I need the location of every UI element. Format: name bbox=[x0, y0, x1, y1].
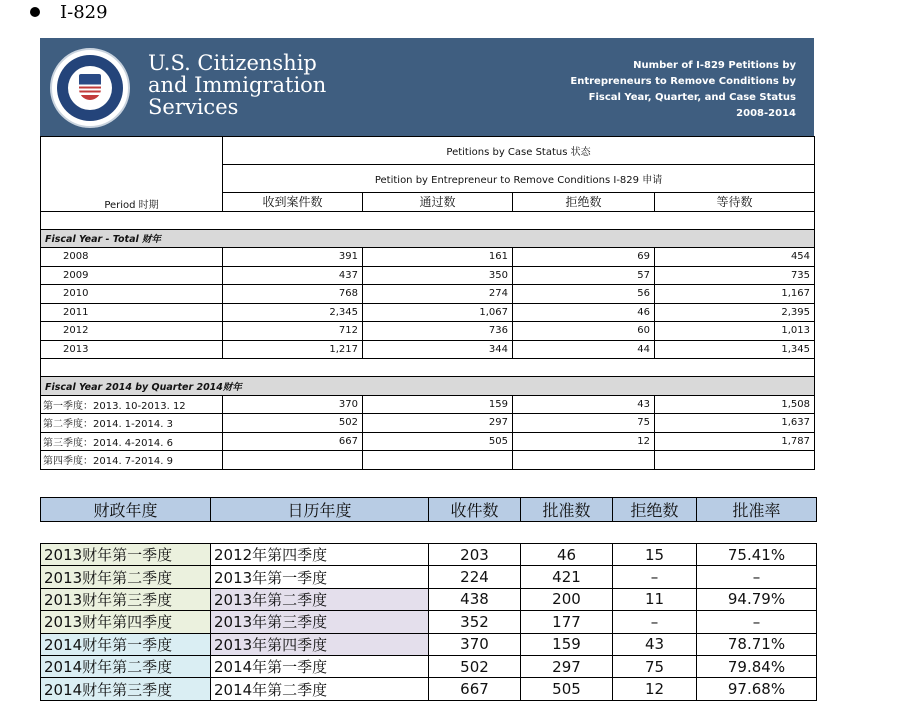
period-cell: 2009 bbox=[41, 266, 223, 285]
denied-cell: 57 bbox=[513, 266, 655, 285]
column-header-received: 收到案件数 bbox=[223, 193, 363, 212]
period-cell: 第三季度：2014. 4-2014. 6 bbox=[41, 432, 223, 451]
calendar-quarter-cell: 2013年第三季度 bbox=[211, 611, 429, 633]
denied-cell: 44 bbox=[513, 340, 655, 359]
denied-cell: 56 bbox=[513, 285, 655, 304]
period-cell: 2013 bbox=[41, 340, 223, 359]
approval-rate-cell: 79.84% bbox=[697, 655, 817, 677]
denied-cell: 12 bbox=[613, 678, 697, 700]
approved-cell: 505 bbox=[521, 678, 613, 700]
column-header-fiscal-year: 财政年度 bbox=[41, 498, 211, 522]
table-row bbox=[41, 322, 815, 341]
column-header-approval-rate: 批准率 bbox=[697, 498, 817, 522]
agency-name bbox=[148, 52, 326, 118]
bullet-dot-icon bbox=[30, 7, 40, 17]
received-cell: 502 bbox=[429, 655, 521, 677]
table-row bbox=[41, 566, 817, 588]
approved-cell: 505 bbox=[363, 432, 513, 451]
approved-cell: 177 bbox=[521, 611, 613, 633]
report-title-line: 2008-2014 bbox=[736, 108, 796, 119]
period-cell: 第四季度：2014. 7-2014. 9 bbox=[41, 451, 223, 470]
fiscal-quarter-cell: 2014财年第二季度 bbox=[41, 655, 211, 677]
received-cell: 667 bbox=[223, 432, 363, 451]
received-cell: 438 bbox=[429, 588, 521, 610]
table-row bbox=[41, 285, 815, 304]
agency-name-line: Services bbox=[148, 95, 239, 119]
calendar-quarter-cell: 2014年第二季度 bbox=[211, 678, 429, 700]
approval-rate-cell: – bbox=[697, 611, 817, 633]
table-row bbox=[41, 588, 817, 610]
approval-rate-cell: 94.79% bbox=[697, 588, 817, 610]
denied-cell: 15 bbox=[613, 544, 697, 566]
approval-rate-cell: 78.71% bbox=[697, 633, 817, 655]
table-row bbox=[41, 633, 817, 655]
denied-cell: 43 bbox=[613, 633, 697, 655]
denied-cell: – bbox=[613, 566, 697, 588]
agency-name-line: and Immigration bbox=[148, 73, 327, 97]
approved-cell: 159 bbox=[363, 395, 513, 414]
report-title-line: Fiscal Year, Quarter, and Case Status bbox=[588, 92, 796, 103]
received-cell bbox=[223, 451, 363, 470]
pending-cell: 735 bbox=[655, 266, 815, 285]
column-header-denied: 拒绝数 bbox=[513, 193, 655, 212]
column-header-approved: 通过数 bbox=[363, 193, 513, 212]
denied-cell: 60 bbox=[513, 322, 655, 341]
approved-cell: 1,067 bbox=[363, 303, 513, 322]
report-title-line: Entrepreneurs to Remove Conditions by bbox=[570, 76, 796, 87]
table-row bbox=[41, 432, 815, 451]
approval-rate-cell: – bbox=[697, 566, 817, 588]
column-header-pending: 等待数 bbox=[655, 193, 815, 212]
table-row bbox=[41, 451, 815, 470]
column-header-approved: 批准数 bbox=[521, 498, 613, 522]
pending-cell: 1,167 bbox=[655, 285, 815, 304]
table-row bbox=[41, 611, 817, 633]
approved-cell: 161 bbox=[363, 248, 513, 267]
table-row bbox=[41, 678, 817, 700]
bullet-heading bbox=[30, 0, 108, 24]
approved-cell: 344 bbox=[363, 340, 513, 359]
period-header: Period 时期 bbox=[41, 137, 223, 212]
period-cell: 2010 bbox=[41, 285, 223, 304]
fiscal-quarter-cell: 2014财年第一季度 bbox=[41, 633, 211, 655]
fiscal-quarter-cell: 2013财年第三季度 bbox=[41, 588, 211, 610]
column-header-received: 收件数 bbox=[429, 498, 521, 522]
fiscal-quarter-cell: 2013财年第一季度 bbox=[41, 544, 211, 566]
spacer-row bbox=[41, 211, 815, 229]
table-row bbox=[41, 414, 815, 433]
approval-rate-cell: 97.68% bbox=[697, 678, 817, 700]
column-header-calendar-year: 日历年度 bbox=[211, 498, 429, 522]
report-title-line: Number of I-829 Petitions by bbox=[633, 60, 796, 71]
calendar-quarter-cell: 2013年第四季度 bbox=[211, 633, 429, 655]
section-header-fiscal-total: Fiscal Year - Total 财年 bbox=[41, 229, 815, 248]
pending-cell: 1,787 bbox=[655, 432, 815, 451]
approval-rate-cell: 75.41% bbox=[697, 544, 817, 566]
denied-cell: 69 bbox=[513, 248, 655, 267]
approved-cell: 297 bbox=[521, 655, 613, 677]
received-cell: 2,345 bbox=[223, 303, 363, 322]
table-row bbox=[41, 248, 815, 267]
column-header-denied: 拒绝数 bbox=[613, 498, 697, 522]
spacer-row bbox=[41, 359, 815, 377]
denied-cell: – bbox=[613, 611, 697, 633]
petition-type-header: Petition by Entrepreneur to Remove Conditions I-829 申请 bbox=[223, 165, 815, 193]
calendar-quarter-cell: 2013年第二季度 bbox=[211, 588, 429, 610]
pending-cell: 1,508 bbox=[655, 395, 815, 414]
received-cell: 203 bbox=[429, 544, 521, 566]
dhs-seal-icon bbox=[50, 48, 130, 128]
period-cell: 2008 bbox=[41, 248, 223, 267]
received-cell: 437 bbox=[223, 266, 363, 285]
received-cell: 370 bbox=[429, 633, 521, 655]
report-banner bbox=[40, 38, 814, 136]
received-cell: 768 bbox=[223, 285, 363, 304]
summary-header-row bbox=[41, 498, 817, 522]
approved-cell: 159 bbox=[521, 633, 613, 655]
approved-cell: 274 bbox=[363, 285, 513, 304]
pending-cell: 1,345 bbox=[655, 340, 815, 359]
pending-cell bbox=[655, 451, 815, 470]
pending-cell: 454 bbox=[655, 248, 815, 267]
received-cell: 224 bbox=[429, 566, 521, 588]
pending-cell: 1,013 bbox=[655, 322, 815, 341]
period-cell: 第一季度：2013. 10-2013. 12 bbox=[41, 395, 223, 414]
approved-cell: 350 bbox=[363, 266, 513, 285]
approved-cell bbox=[363, 451, 513, 470]
received-cell: 1,217 bbox=[223, 340, 363, 359]
received-cell: 712 bbox=[223, 322, 363, 341]
table-row bbox=[41, 303, 815, 322]
denied-cell: 11 bbox=[613, 588, 697, 610]
summary-table bbox=[40, 497, 817, 701]
received-cell: 667 bbox=[429, 678, 521, 700]
table-row bbox=[41, 340, 815, 359]
table-row bbox=[41, 266, 815, 285]
quarterly-summary bbox=[40, 497, 816, 701]
denied-cell: 12 bbox=[513, 432, 655, 451]
report-title bbox=[570, 58, 796, 122]
pending-cell: 2,395 bbox=[655, 303, 815, 322]
period-cell: 2012 bbox=[41, 322, 223, 341]
table-row bbox=[41, 655, 817, 677]
approved-cell: 297 bbox=[363, 414, 513, 433]
period-cell: 第二季度：2014. 1-2014. 3 bbox=[41, 414, 223, 433]
fiscal-quarter-cell: 2013财年第四季度 bbox=[41, 611, 211, 633]
table-row bbox=[41, 395, 815, 414]
fiscal-quarter-cell: 2013财年第二季度 bbox=[41, 566, 211, 588]
case-status-header: Petitions by Case Status 状态 bbox=[223, 137, 815, 165]
fiscal-quarter-cell: 2014财年第三季度 bbox=[41, 678, 211, 700]
denied-cell: 43 bbox=[513, 395, 655, 414]
petition-table bbox=[40, 136, 815, 470]
calendar-quarter-cell: 2014年第一季度 bbox=[211, 655, 429, 677]
approved-cell: 736 bbox=[363, 322, 513, 341]
received-cell: 352 bbox=[429, 611, 521, 633]
approved-cell: 421 bbox=[521, 566, 613, 588]
agency-name-line: U.S. Citizenship bbox=[148, 51, 317, 75]
received-cell: 502 bbox=[223, 414, 363, 433]
calendar-quarter-cell: 2012年第四季度 bbox=[211, 544, 429, 566]
calendar-quarter-cell: 2013年第一季度 bbox=[211, 566, 429, 588]
denied-cell bbox=[513, 451, 655, 470]
received-cell: 391 bbox=[223, 248, 363, 267]
table-row bbox=[41, 544, 817, 566]
denied-cell: 75 bbox=[513, 414, 655, 433]
section-header-fy2014-quarter: Fiscal Year 2014 by Quarter 2014财年 bbox=[41, 377, 815, 396]
received-cell: 370 bbox=[223, 395, 363, 414]
approved-cell: 200 bbox=[521, 588, 613, 610]
approved-cell: 46 bbox=[521, 544, 613, 566]
denied-cell: 46 bbox=[513, 303, 655, 322]
period-cell: 2011 bbox=[41, 303, 223, 322]
uscis-report bbox=[40, 38, 814, 470]
bullet-heading-text: I-829 bbox=[60, 1, 108, 23]
spacer-row bbox=[41, 522, 817, 544]
denied-cell: 75 bbox=[613, 655, 697, 677]
pending-cell: 1,637 bbox=[655, 414, 815, 433]
